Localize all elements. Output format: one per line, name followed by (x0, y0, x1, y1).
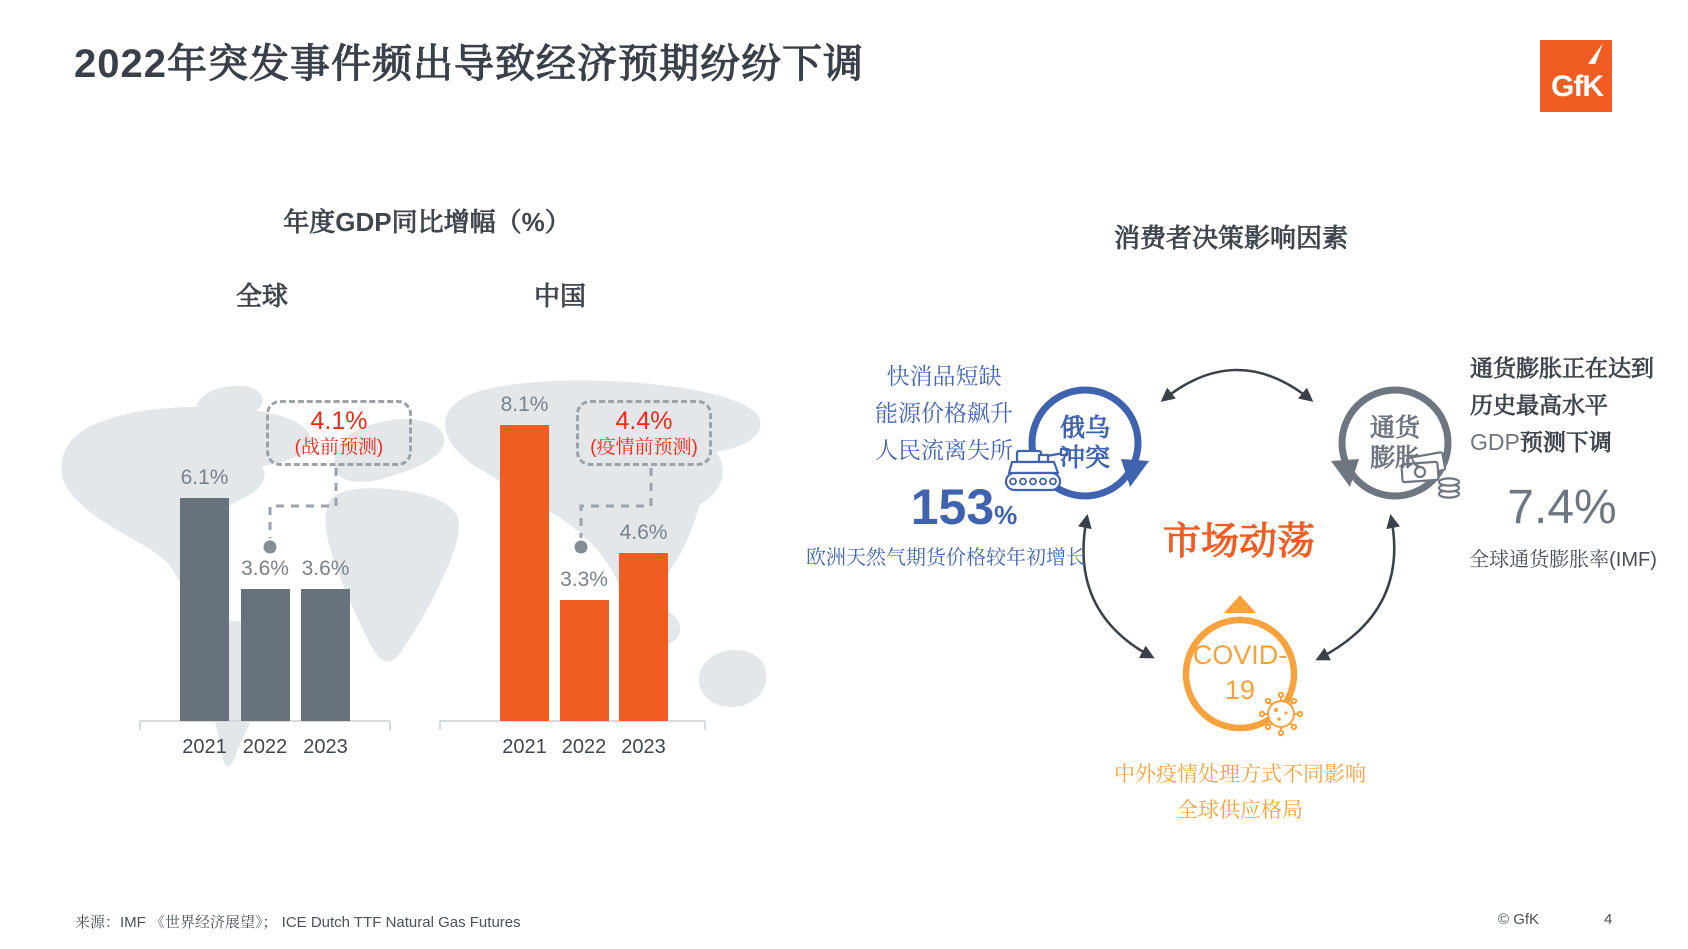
group-title-china: 中国 (533, 281, 586, 311)
bar-value-label: 3.6% (301, 557, 350, 581)
left-block-line: 人民流离失所 (875, 437, 1013, 463)
logo-text: GfK (1551, 70, 1603, 103)
bar-global-2022 (241, 589, 290, 721)
callout-global-prewar-forecast (266, 400, 412, 466)
gdp-prefix: GDP (1470, 429, 1520, 455)
covid-note-line: 全球供应格局 (1177, 799, 1303, 822)
logo-accent-mark (1588, 43, 1603, 64)
right-block-line: 通货膨胀正在达到 (1470, 355, 1654, 381)
diagram-title: 消费者决策影响因素 (1113, 223, 1348, 253)
x-axis-label: 2023 (621, 736, 666, 758)
node-label-covid (1160, 638, 1320, 708)
page-title: 2022年突发事件频出导致经济预期纷纷下调 (74, 42, 864, 86)
callout-value: 4.4% (615, 407, 673, 436)
inflation-caption: 全球通货膨胀率(IMF) (1469, 549, 1657, 571)
node-label-line: 19 (1224, 675, 1256, 705)
bar-global-2023 (301, 589, 350, 721)
callout-note: (疫情前预测) (590, 436, 698, 458)
callout-value: 4.1% (310, 407, 368, 436)
bar-value-label: 3.3% (560, 568, 608, 592)
x-axis-label: 2023 (303, 736, 348, 758)
gas-price-stat (844, 478, 1084, 536)
node-label-line: 冲突 (1059, 444, 1110, 472)
gas-price-caption: 欧洲天然气期货价格较年初增长 (806, 547, 1086, 569)
callout-note: (战前预测) (294, 436, 384, 458)
x-axis-label: 2021 (182, 736, 227, 758)
bar-value-label: 8.1% (500, 392, 549, 416)
node-label-line: COVID- (1192, 640, 1288, 670)
right-block-line: 历史最高水平 (1470, 392, 1608, 418)
bar-global-2021 (180, 498, 229, 721)
bar-value-label: 3.6% (241, 557, 289, 581)
x-axis-label: 2021 (502, 736, 547, 758)
gdp-rest: 预测下调 (1519, 429, 1612, 455)
covid-note-line: 中外疫情处理方式不同影响 (1114, 763, 1366, 786)
callout-china-precovid-forecast (576, 400, 712, 466)
gas-price-stat-value: 153 (910, 479, 995, 535)
bar-value-label: 6.1% (180, 465, 229, 489)
market-turmoil-label: 市场动荡 (1162, 521, 1315, 563)
chart-title: 年度GDP同比增幅（%） (283, 207, 571, 237)
node-label-line: 通货 (1369, 414, 1420, 442)
group-title-global: 全球 (235, 281, 288, 311)
page-number: 4 (1604, 911, 1613, 928)
inflation-stat: 7.4% (1507, 481, 1617, 534)
left-block-line: 快消品短缺 (886, 363, 1002, 389)
gfk-logo (1540, 40, 1612, 112)
x-axis-label: 2022 (561, 736, 607, 758)
node-label-line: 膨胀 (1369, 444, 1420, 472)
x-axis-label: 2022 (242, 736, 288, 758)
source-note: 来源：IMF 《世界经济展望》； ICE Dutch TTF Natural Gas Futures (75, 914, 521, 931)
node-label-line: 俄乌 (1059, 414, 1110, 442)
node-label-inflation (1315, 413, 1475, 473)
bar-china-2022 (560, 600, 609, 721)
left-block-line: 能源价格飙升 (875, 400, 1013, 426)
node-label-conflict (1005, 413, 1165, 473)
copyright: © GfK (1498, 911, 1540, 928)
bar-value-label: 4.6% (619, 520, 668, 544)
gas-price-stat-unit: % (994, 500, 1018, 530)
right-block-line-gdp (1470, 424, 1612, 461)
